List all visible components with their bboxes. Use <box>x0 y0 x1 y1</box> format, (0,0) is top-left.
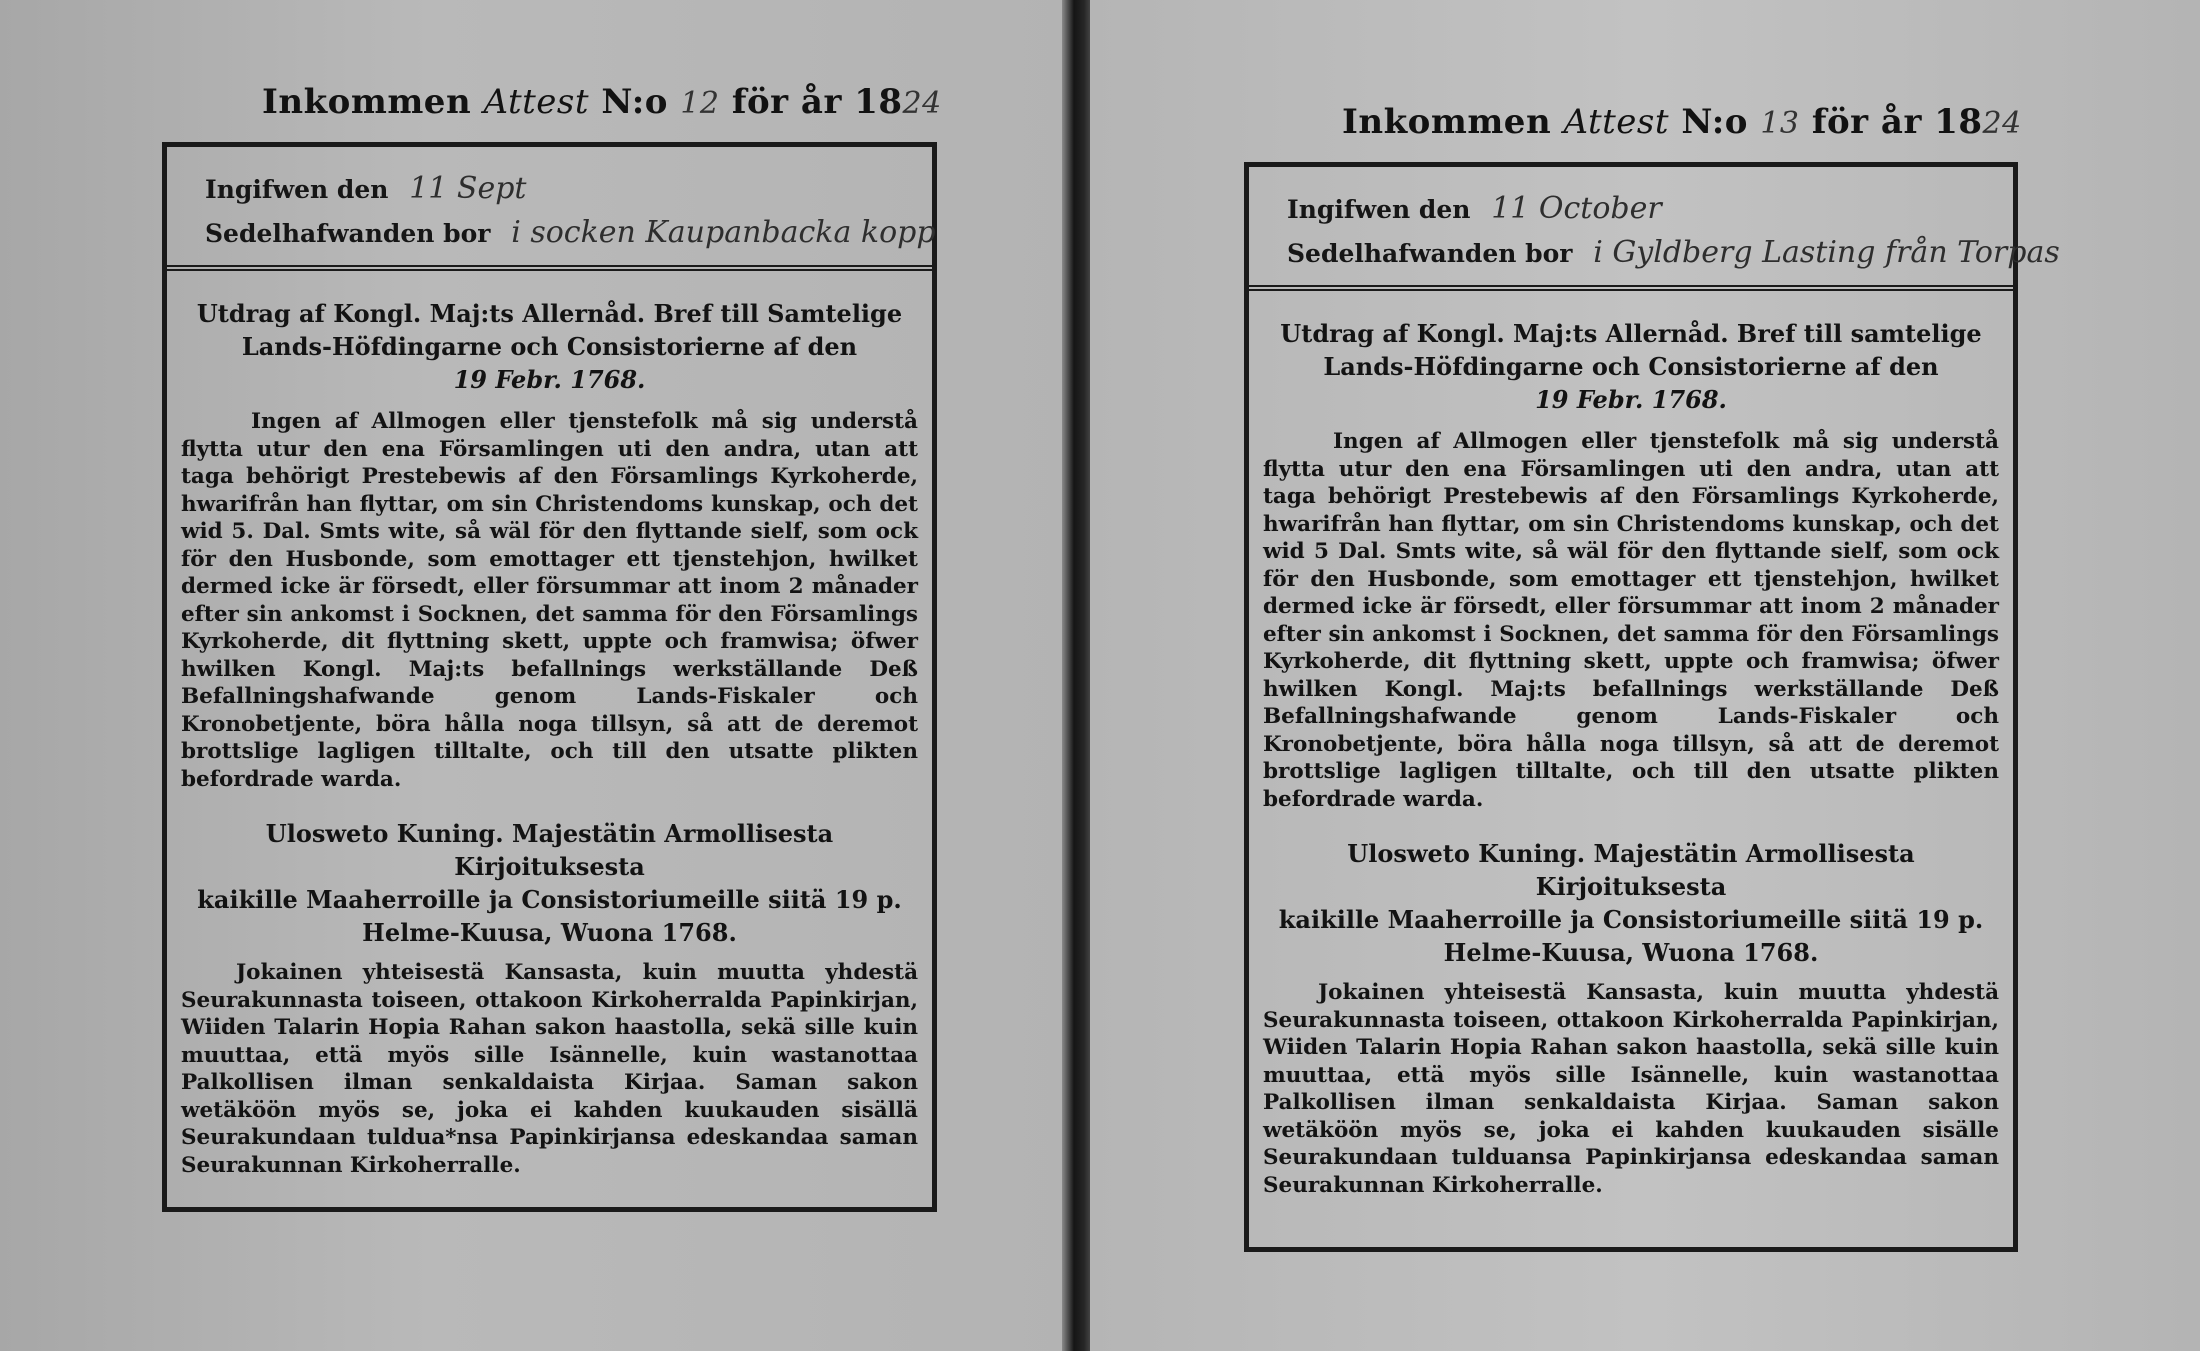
finnish-heading-line-1: Ulosweto Kuning. Majestätin Armollisesta Kirjoituksesta <box>265 819 834 881</box>
left-page <box>0 0 1075 1351</box>
form-title <box>262 82 942 122</box>
ingifwen-label: Ingifwen den <box>205 175 389 204</box>
attest-form-frame <box>162 142 937 1212</box>
finnish-heading-date: Helme-Kuusa, Wuona 1768. <box>362 918 737 947</box>
swedish-paragraph: Ingen af Allmogen eller tjenstefolk må sig understå flytta utur den ena Församlingen uti den andra, utan att taga behörigt Prestebewis af den Församlings Kyrkoherde, hwarifrån han flyttar, om sin Christendoms kunskap, och det wid 5 Dal. Smts wite, så wäl för den flyttande sielf, som ock för den Husbonde, som emottager ett tjenstehjon, hwilket dermed icke är försedt, eller försummar att inom 2 månader efter sin ankomst i Socknen, det samma för den Församlings Kyrkoherde, dit flyttning skett, uppte och framwisa; öfwer hwilken Kongl. Maj:ts befallnings werkställande Deß Befallningshafwande genom Lands-Fiskaler och Kronobetjente, böra hålla noga tillsyn, så att de deremot brottslige lagligen tilltalte, och till den utsatte plikten befordrade warda. <box>1263 429 1999 812</box>
right-page <box>1090 0 2200 1351</box>
bor-row <box>205 215 936 250</box>
title-prefix: Inkommen <box>262 82 472 122</box>
finnish-heading <box>181 817 918 949</box>
swedish-heading-line-1: Utdrag af Kongl. Maj:ts Allernåd. Bref till samtelige <box>1280 319 1982 348</box>
title-year-label: för år 18 <box>731 82 903 122</box>
title-attest: Attest <box>1563 102 1670 142</box>
ingifwen-row <box>205 171 526 206</box>
ingifwen-handwritten: 11 Sept <box>409 171 527 206</box>
swedish-heading <box>1263 317 1999 416</box>
finnish-heading-line-2: kaikille Maaherroille ja Consistoriumeille siitä 19 p. <box>1278 905 1984 934</box>
decree-text <box>1263 317 1999 1199</box>
title-year-handwritten: 24 <box>1982 106 2022 141</box>
form-title <box>1342 102 2022 142</box>
finnish-heading-line-1: Ulosweto Kuning. Majestätin Armollisesta Kirjoituksesta <box>1347 839 1915 901</box>
form-header <box>167 147 936 271</box>
swedish-heading-date: 19 Febr. 1768. <box>1535 385 1727 414</box>
finnish-heading-date: Helme-Kuusa, Wuona 1768. <box>1443 938 1819 967</box>
title-number-label: N:o <box>601 82 668 122</box>
title-prefix: Inkommen <box>1342 102 1552 142</box>
ingifwen-handwritten: 11 October <box>1491 191 1662 226</box>
finnish-heading-line-2: kaikille Maaherroille ja Consistoriumeille siitä 19 p. <box>197 885 902 914</box>
title-number-label: N:o <box>1681 102 1748 142</box>
ingifwen-label: Ingifwen den <box>1287 195 1471 224</box>
bor-label: Sedelhafwanden bor <box>1287 239 1573 268</box>
bor-row <box>1287 235 2060 270</box>
swedish-paragraph: Ingen af Allmogen eller tjenstefolk må sig understå flytta utur den ena Församlingen uti den andra, utan att taga behörigt Prestebewis af den Församlings Kyrkoherde, hwarifrån han flyttar, om sin Christendoms kunskap, och det wid 5. Dal. Smts wite, så wäl för den flyttande sielf, som ock för den Husbonde, som emottager ett tjenstehjon, hwilket dermed icke är försedt, eller försummar att inom 2 månader efter sin ankomst i Socknen, det samma för den Församlings Kyrkoherde, dit flyttning skett, uppte och framwisa; öfwer hwilken Kongl. Maj:ts befallnings werkställande Deß Befallningshafwande genom Lands-Fiskaler och Kronobetjente, böra hålla noga tillsyn, så att de deremot brottslige lagligen tilltalte, och till den utsatte plikten befordrade warda. <box>181 409 918 792</box>
decree-text <box>181 297 918 1179</box>
bor-handwritten: i socken Kaupanbacka kopp <box>511 215 936 250</box>
swedish-heading-date: 19 Febr. 1768. <box>453 365 646 394</box>
swedish-heading <box>181 297 918 396</box>
finnish-heading <box>1263 837 1999 969</box>
finnish-paragraph: Jokainen yhteisestä Kansasta, kuin muutta yhdestä Seurakunnasta toiseen, ottakoon Kirkoherralda Papinkirjan, Wiiden Talarin Hopia Rahan sakon haastolla, sekä sille kuin muuttaa, että myös sille Isännelle, kuin wastanottaa Palkollisen ilman senkaldaista Kirjaa. Saman sakon wetäköön myös se, joka ei kahden kuukauden sisälle Seurakundaan tulduansa Papinkirjansa edeskandaa saman Seurakunnan Kirkoherralle. <box>1263 980 1999 1198</box>
ingifwen-row <box>1287 191 1662 226</box>
title-year-label: för år 18 <box>1811 102 1983 142</box>
form-header <box>1249 167 2060 291</box>
swedish-heading-line-2: Lands-Höfdingarne och Consistorierne af den <box>1323 352 1939 381</box>
finnish-paragraph: Jokainen yhteisestä Kansasta, kuin muutta yhdestä Seurakunnasta toiseen, ottakoon Kirkoherralda Papinkirjan, Wiiden Talarin Hopia Rahan sakon haastolla, sekä sille kuin muuttaa, että myös sille Isännelle, kuin wastanottaa Palkollisen ilman senkaldaista Kirjaa. Saman sakon wetäköön myös se, joka ei kahden kuukauden sisällä Seurakundaan tuldua*nsa Papinkirjansa edeskandaa saman Seurakunnan Kirkoherralle. <box>181 960 918 1178</box>
bor-label: Sedelhafwanden bor <box>205 219 491 248</box>
attest-form-frame <box>1244 162 2060 1252</box>
bor-handwritten: i Gyldberg Lasting från Torpas <box>1593 235 2060 270</box>
swedish-heading-line-1: Utdrag af Kongl. Maj:ts Allernåd. Bref till Samtelige <box>196 299 903 328</box>
title-attest: Attest <box>483 82 590 122</box>
swedish-heading-line-2: Lands-Höfdingarne och Consistorierne af den <box>241 332 858 361</box>
title-number-handwritten: 12 <box>680 86 720 121</box>
title-year-handwritten: 24 <box>902 86 942 121</box>
title-number-handwritten: 13 <box>1760 106 1800 141</box>
